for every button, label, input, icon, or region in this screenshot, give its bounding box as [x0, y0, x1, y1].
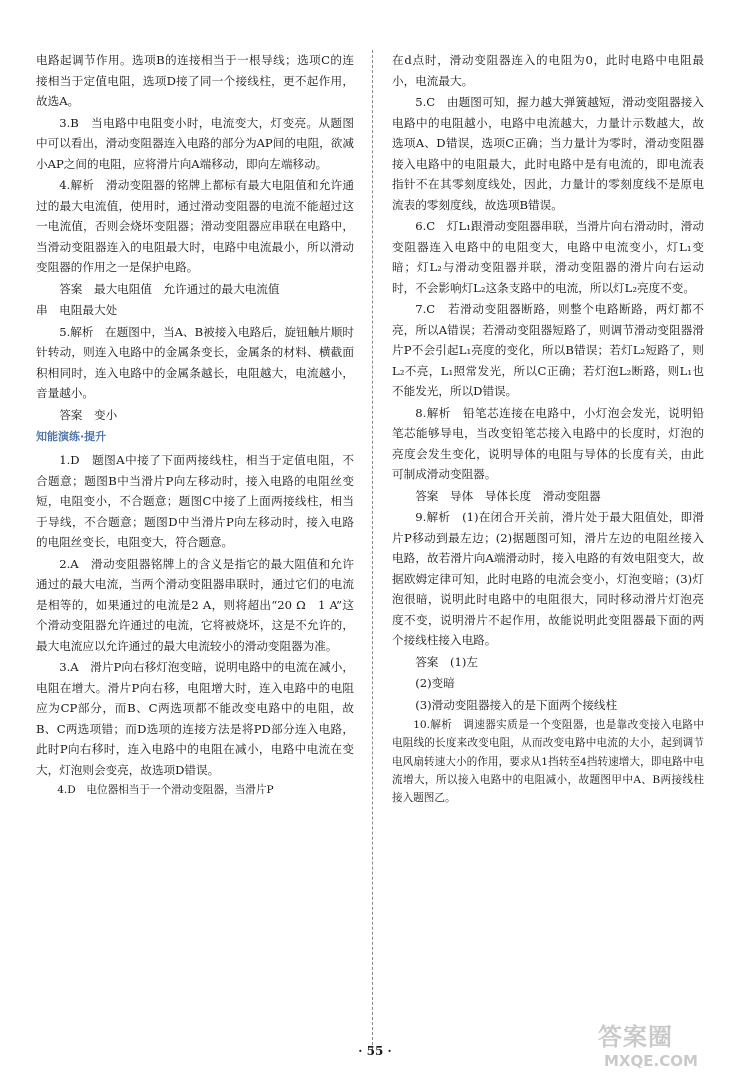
- left-column: [36, 50, 354, 800]
- paragraph: 5.C 由题图可知，握力越大弹簧越短，滑动变阻器接入电路中的电阻越小，电路中电流越大，力量计示数越大，故选项A、D错误，选项C正确；当力量计为零时，滑动变阻器接入电路中的电阻最大，此时电路中是有电流的，即电流表指针不在其零刻度线处，因此，力量计的零刻度线不是原电流表的零刻度线，故选项B错误。: [392, 95, 704, 212]
- paragraph: 7.C 若滑动变阻器断路，则整个电路断路，两灯都不亮，所以A错误；若滑动变阻器短路了，则调节滑动变阻器滑片P不会引起L₁亮度的变化，所以B错误；若灯L₂短路了，则L₂不亮，L₁照常发光，所以C正确；若灯泡L₂断路，则L₁也不能发光，所以D错误。: [392, 302, 704, 398]
- answer-line: 串 电阻最大处: [36, 303, 118, 317]
- paragraph: 4.D 电位器相当于一个滑动变阻器，当滑片P: [57, 784, 274, 796]
- answer-line: 答案 导体 导体长度 滑动变阻器: [415, 488, 601, 503]
- paragraph: 3.B 当电路中电阻变小时，电流变大，灯变亮。从题图中可以看出，滑动变阻器连入电路的部分为AP间的电阻，欲减小AP之间的电阻，应将滑片向A端移动，即向左端移动。: [36, 115, 354, 171]
- paragraph: 1.D 题图A中接了下面两接线柱，相当于定值电阻，不合题意；题图B中当滑片P向左移动时，接入电路的电阻丝变短，电阻变小，不合题意；题图C中接了上面两接线柱，相当于导线，不合题意；题图D中当滑片P向左移动时，接入电路的电阻丝变长，电阻变大，符合题意。: [36, 453, 354, 549]
- right-column: [392, 50, 704, 808]
- paragraph: 5.解析 在题图中，当A、B被接入电路后，旋钮触片顺时针转动，则连入电路中的金属条变长，金属条的材料、横截面积相同时，连入电路中的金属条越长，电阻越大，电流越小，音量越小。: [36, 324, 354, 400]
- watermark-main: 答案圈: [598, 1023, 673, 1051]
- paragraph: 4.解析 滑动变阻器的铭牌上都标有最大电阻值和允许通过的最大电流值，使用时，通过滑动变阻器的电流不能超过这一电流值，否则会烧坏变阻器；滑动变阻器应串联在电路中，当滑动变阻器连入的电阻最大时，电路中电流最小，所以滑动变阻器的作用之一是保护电路。: [36, 178, 354, 274]
- paragraph: 9.解析 (1)在闭合开关前，滑片处于最大阻值处，即滑片P移动到最左边；(2)据题图可知，滑片左边的电阻丝接入电路，故若滑片向A端滑动时，接入电路的有效电阻变大，故据欧姆定律可知，此时电路的电流会变小，灯泡变暗；(3)灯泡很暗，说明此时电路中的电阻很大，同时移动滑片灯泡亮度不变，说明滑片不起作用，故能说明此变阻器最下面的两个接线柱接入电路。: [392, 510, 704, 647]
- paragraph: 在d点时，滑动变阻器连入的电阻为0，此时电路中电阻最小，电流最大。: [392, 53, 704, 88]
- page-number: · 55 ·: [358, 1044, 392, 1058]
- answer-line: (2)变暗: [415, 676, 455, 690]
- paragraph: 6.C 灯L₁跟滑动变阻器串联，当滑片向右滑动时，滑动变阻器连入电路中的电阻变大，电路中电流变小，灯L₁变暗；灯L₂与滑动变阻器并联，滑动变阻器的滑片向右运动时，不会影响灯L₂这条支路中的电流，所以灯L₂亮度不变。: [392, 219, 704, 295]
- column-divider: [372, 50, 373, 1050]
- paragraph: 电路起调节作用。选项B的连接相当于一根导线；选项C的连接相当于定值电阻，选项D接了同一个接线柱，更不起作用，故选A。: [36, 53, 354, 108]
- answer-line: 答案 最大电阻值 允许通过的最大电流值: [59, 281, 280, 296]
- watermark-logo: [598, 1022, 728, 1078]
- answer-line: 答案 变小: [59, 407, 118, 422]
- answer-line: 答案 (1)左: [415, 654, 478, 669]
- paragraph: 3.A 滑片P向右移灯泡变暗，说明电路中的电流在减小，电阻在增大。滑片P向右移，电阻增大时，连入电路中的电阻应为CP部分，而B、C两选项都不能改变电路中的电阻，故B、C两选项错；而D选项的连接方法是将PD部分连入电路，此时P向右移时，连入电路中的电阻在减小，电路中电流在变大，灯泡则会变亮，故选项D错误。: [36, 660, 354, 777]
- section-heading: 知能演练·提升: [36, 430, 107, 443]
- paragraph: 10.解析 调速器实质是一个变阻器，也是靠改变接入电路中电阻线的长度来改变电阻，从而改变电路中电流的大小，起到调节电风扇转速大小的作用，要求从1挡转至4挡转速增大，即电路中电流增大，所以接入电路中的电阻减小，故题图甲中A、B两接线柱接入题图乙。: [392, 719, 704, 805]
- answer-line: (3)滑动变阻器接入的是下面两个接线柱: [415, 697, 618, 712]
- watermark-url: MXQE.COM: [604, 1052, 698, 1070]
- paragraph: 2.A 滑动变阻器铭牌上的含义是指它的最大阻值和允许通过的最大电流，当两个滑动变阻器串联时，通过它们的电流是相等的，如果通过的电流是2 A，则将超出“20 Ω 1 A”这个滑动变阻器允许通过的电流，它将被烧坏，这是不允许的，最大电流应以允许通过的最大电流较小的滑动变阻器为准。: [36, 556, 354, 653]
- paragraph: 8.解析 铅笔芯连接在电路中，小灯泡会发光，说明铅笔芯能够导电，当改变铅笔芯接入电路中的长度时，灯泡的亮度会发生变化，说明导体的电阻与导体的长度有关，由此可制成滑动变阻器。: [392, 405, 704, 481]
